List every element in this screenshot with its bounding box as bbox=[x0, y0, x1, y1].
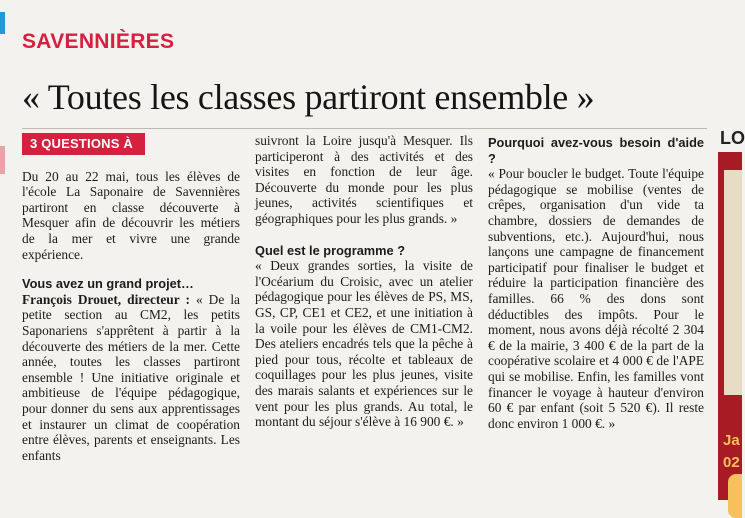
answer-1-part-2: suivront la Loire jusqu'à Mesquer. Ils participeront à des activités et des visites en fonction de leur âge. Découverte du monde pour les plus jeunes, activités scientifiques et géographiques pour les plus grands. » bbox=[255, 133, 473, 226]
question-3: Pourquoi avez-vous besoin d'aide ? bbox=[488, 135, 704, 166]
sidebar-ad-text bbox=[723, 430, 740, 474]
article-intro: Du 20 au 22 mai, tous les élèves de l'école La Saponaire de Savennières partiront en classe découverte à Mesquer afin de découvrir les métiers de la mer et vivre une grande expérience. bbox=[22, 168, 240, 262]
article-kicker: SAVENNIÈRES bbox=[22, 30, 175, 53]
article-headline: « Toutes les classes partiront ensemble » bbox=[22, 77, 595, 117]
headline-divider bbox=[22, 128, 707, 129]
article-column-2 bbox=[255, 133, 473, 430]
article-column-1 bbox=[22, 133, 240, 463]
answer-2: « Deux grandes sorties, la visite de l'Océarium du Croisic, avec un atelier pédagogique pour les élèves de PS, MS, GS, CP, CE1 et CE2, et une initiation à la voile pour les élèves de CM1-CM2. Des ateliers encadrés tels que la pêche à pied pour tous, récolte et tableaux de coquillages pour les plus jeunes, visite des marais salants et expériences sur le vent pour les plus grands. Au total, le montant du séjour s'élève à 16 900 €. » bbox=[255, 258, 473, 430]
speaker-name: François Drouet, directeur : bbox=[22, 291, 190, 307]
answer-1-part-1 bbox=[22, 292, 240, 464]
ad-decoration bbox=[728, 474, 742, 518]
sidebar-ad-title: LO bbox=[720, 128, 745, 148]
question-2: Quel est le programme ? bbox=[255, 242, 406, 258]
question-1: Vous avez un grand projet… bbox=[22, 276, 194, 292]
answer-3: « Pour boucler le budget. Toute l'équipe pédagogique se mobilise (ventes de crêpes, organisation d'un vide ta chambre, dossiers de demandes de subventions, etc.). Aujourd'hui, nous lançons une campagne de financement participatif pour finaliser le budget et réduire la participation financière des familles. 66 % des dons sont déductibles des impôts. Pour le moment, nous avons déjà récolté 2 304 € de la mairie, 3 400 € de la part de la coopérative scolaire et 4 000 € de l'APE qui se mobilise. Enfin, les familles vont financer le voyage à hauteur d'environ 60 € par enfant (soit 5 520 €). Il reste donc environ 1 000 €. » bbox=[488, 166, 704, 431]
answer-1-text: « De la petite section au CM2, les petits Saponariens s'apprêtent à partir à la découverte des métiers de la mer. Cette année, toutes les classes partiront ensemble ! Une initiative originale et ambitieuse de l'équipe pédagogique, pour donner du sens aux apprentissages et instaurer un climat de coopération entre élèves, parents et enseignants. Les enfants bbox=[22, 291, 240, 463]
page-edge-tab bbox=[0, 146, 5, 174]
ad-line-2: 02 bbox=[723, 454, 740, 471]
interview-badge: 3 QUESTIONS À bbox=[22, 133, 145, 155]
article-column-3 bbox=[488, 135, 704, 431]
ad-image-area bbox=[724, 170, 742, 395]
page-edge-marker bbox=[0, 12, 5, 34]
ad-line-1: Ja bbox=[723, 432, 740, 449]
